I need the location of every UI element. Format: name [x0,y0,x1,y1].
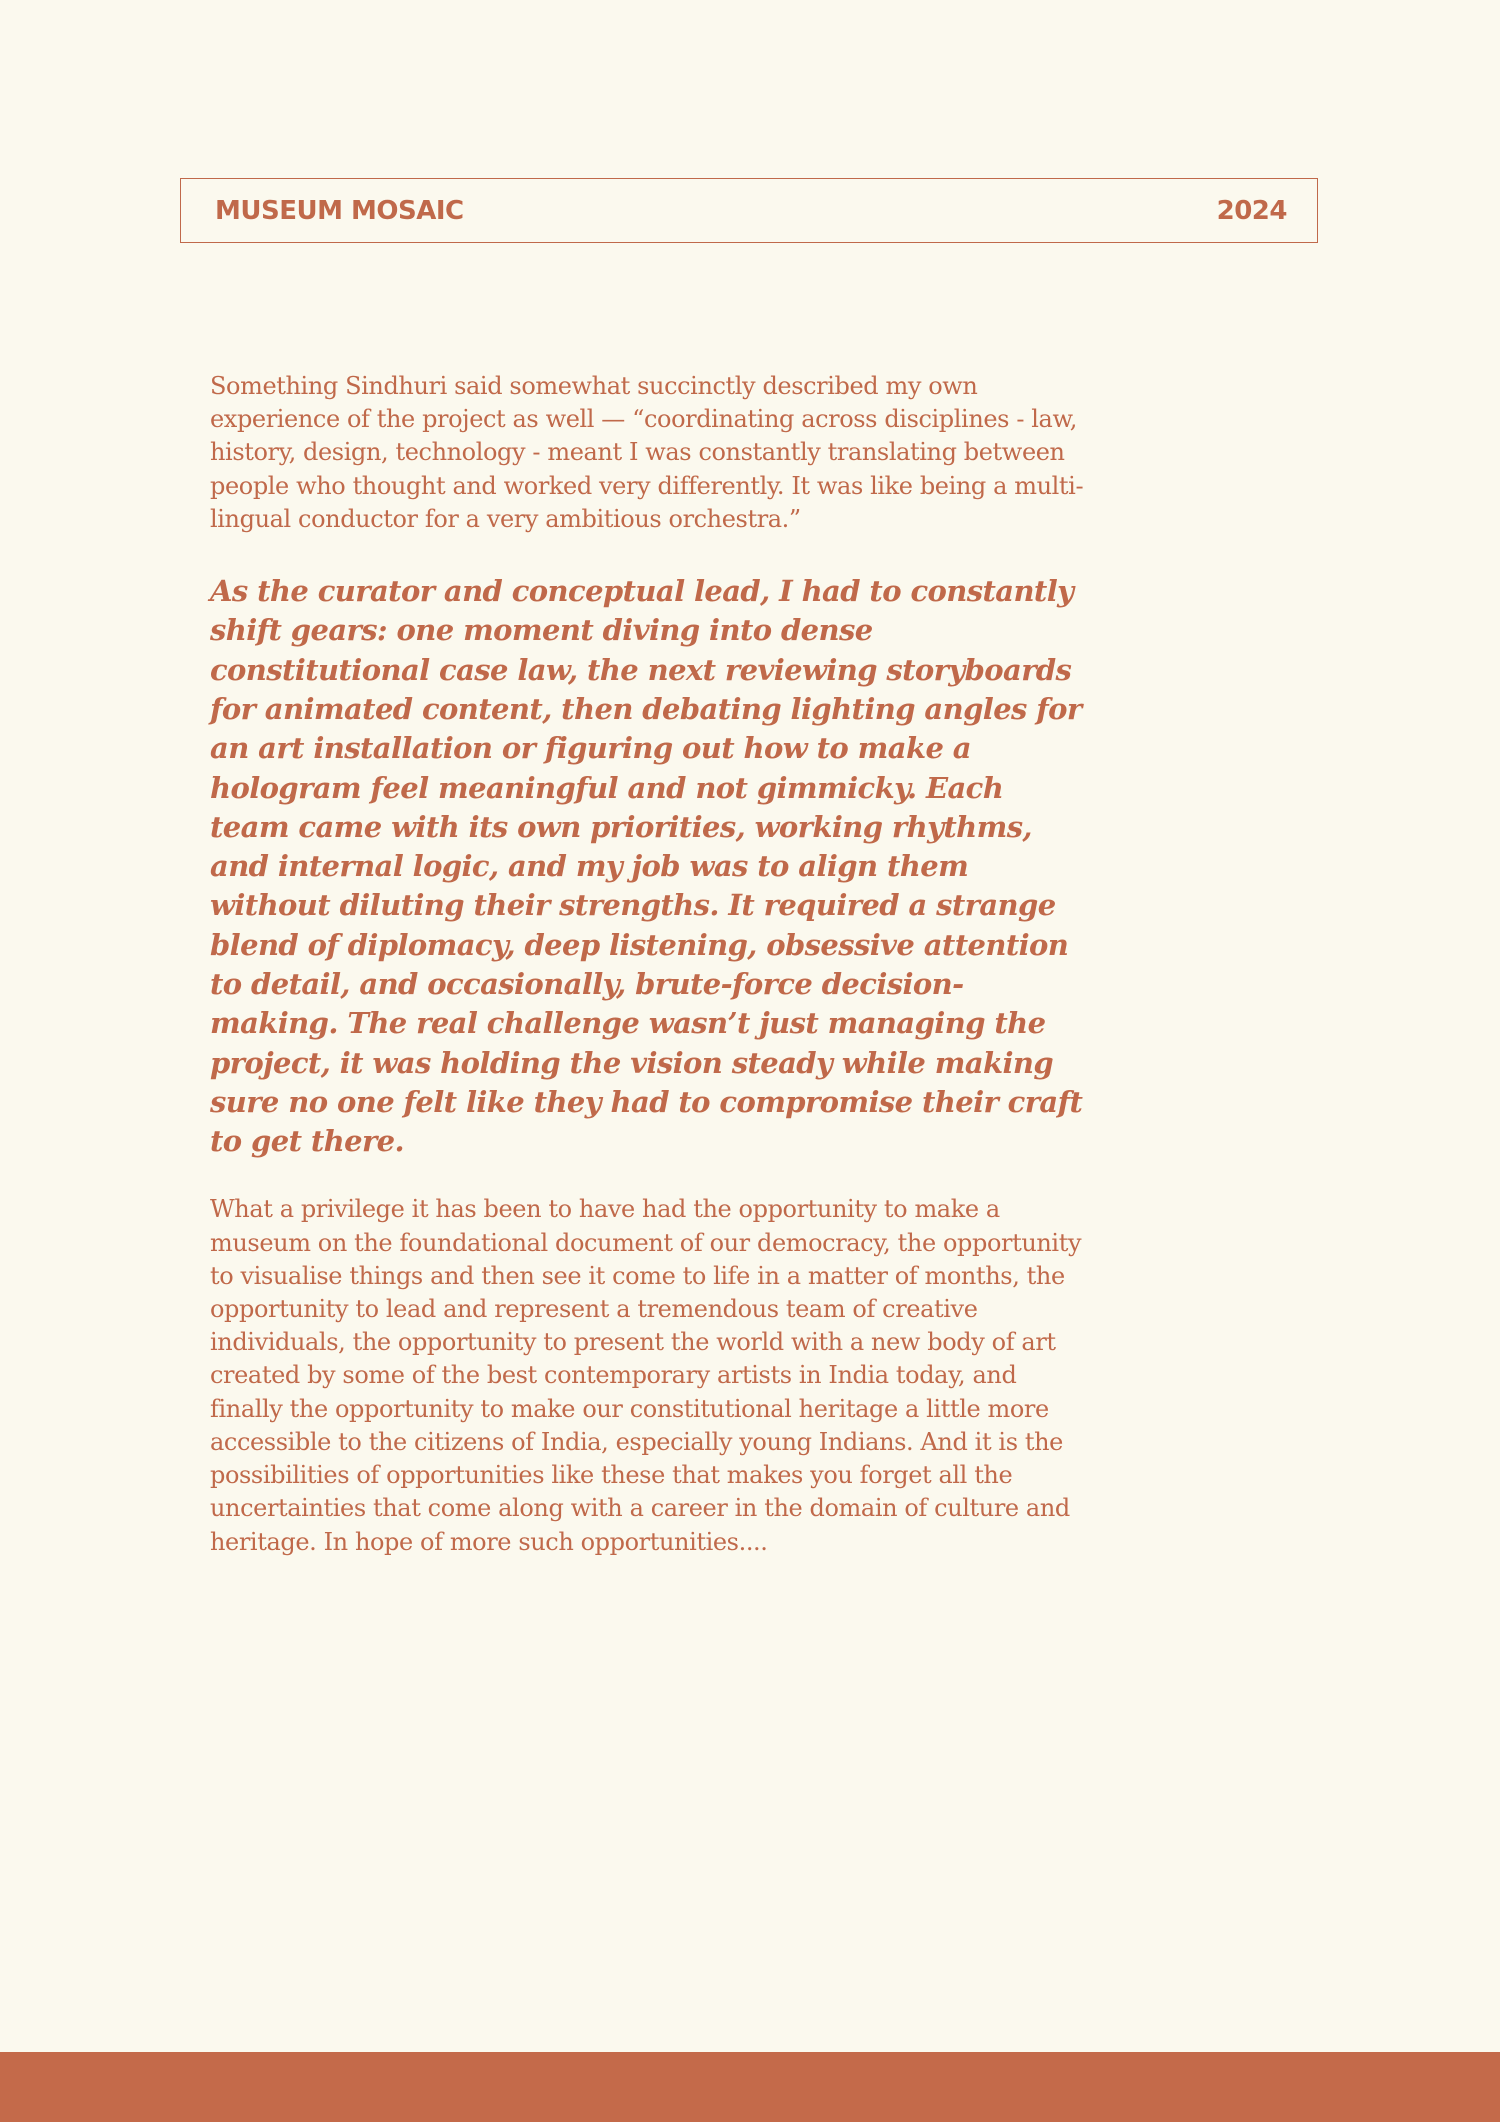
publication-year: 2024 [1216,195,1287,226]
pull-quote: As the curator and conceptual lead, I had to constantly shift gears: one moment diving into dense constitutional case law, the next reviewing storyboards for animated content, then debating lighting angles for an art installation or figuring out how to make a hologram feel meaningful and not gimmicky. Each team came with its own priorities, working rhythms, and internal logic, and my job was to align them without diluting their strengths. It required a strange blend of diplomacy, deep listening, obsessive attention to detail, and occasionally, brute-force decision-making. The real challenge wasn’t just managing the project, it was holding the vision steady while making sure no one felt like they had to compromise their craft to get there. [210,574,1083,1159]
publication-title: MUSEUM MOSAIC [215,195,464,226]
footer-band [0,2052,1500,2122]
closing-paragraph: What a privilege it has been to have had the opportunity to make a museum on the foundational document of our democracy, the opportunity to visualise things and then see it come to life in a matter of months, the opportunity to lead and represent a tremendous team of creative individuals, the opportunity to present the world with a new body of art created by some of the best contemporary artists in India today, and finally the opportunity to make our constitutional heritage a little more accessible to the citizens of India, especially young Indians. And it is the possibilities of opportunities like these that makes you forget all the uncertainties that come along with a career in the domain of culture and heritage. In hope of more such opportunities.... [210,1195,1082,1556]
article-body [210,370,1090,1559]
intro-paragraph: Something Sindhuri said somewhat succinctly described my own experience of the project as well — “coordinating across disciplines - law, history, design, technology - meant I was constantly translating between people who thought and worked very differently. It was like being a multi-lingual conductor for a very ambitious orchestra.” [210,372,1084,533]
header-box [180,178,1318,243]
